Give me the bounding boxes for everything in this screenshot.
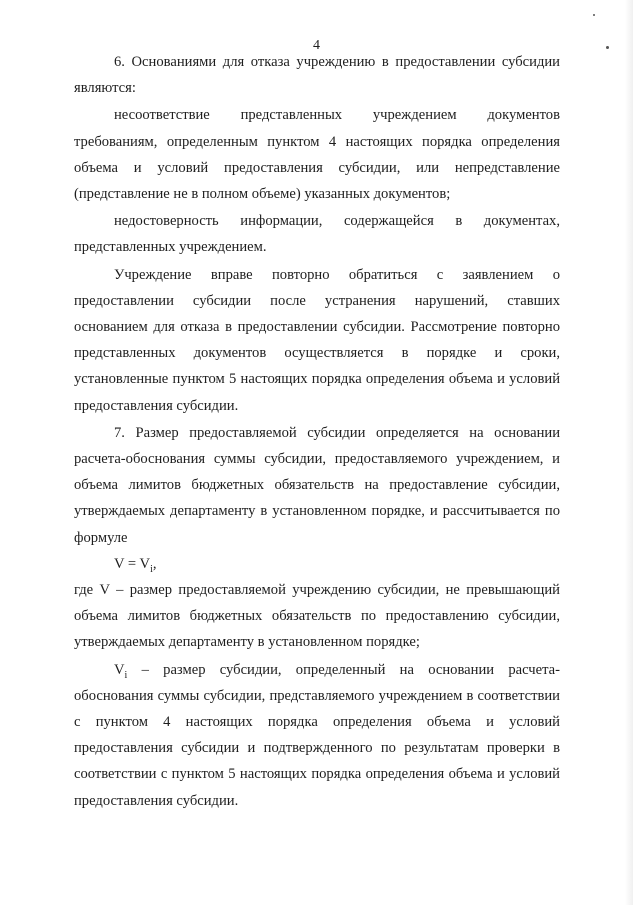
- page-number: 4: [313, 38, 320, 53]
- paragraph-nonconformity: несоответствие представленных учреждением документов требованиям, определенным пунктом 4 настоящих порядка определения объема и условий предоставления субсидии, или непредставление (представление не в полном объеме) указанных документов;: [74, 107, 560, 203]
- vi-definition-text: – размер субсидии, определенный на основании расчета-обоснования суммы субсидии, представляемого учреждением в соответствии с пунктом 4 настоящих порядка определения объема и условий предоставления субсидии и подтвержденного по результатам проверки в соответствии с пунктом 5 настоящих порядка определения объема и условий предоставления субсидии.: [74, 661, 560, 809]
- formula-tail: ,: [152, 555, 157, 572]
- page-edge-shadow: [625, 0, 633, 905]
- paragraph-vi-definition: [74, 657, 560, 814]
- formula-subscript: i: [150, 563, 153, 575]
- formula-lhs: V = V: [114, 555, 151, 572]
- paragraph-reapply: Учреждение вправе повторно обратиться с заявлением о предоставлении субсидии после устранения нарушений, ставших основанием для отказа в предоставлении субсидии. Рассмотрение повторно представленных документов осуществляется в порядке и сроки, установленные пунктом 5 настоящих порядка определения объема и условий предоставления субсидии.: [74, 266, 560, 414]
- vi-symbol: V: [114, 661, 125, 678]
- vi-subscript: i: [124, 669, 128, 681]
- paragraph-unreliability: недостоверность информации, содержащейся в документах, представленных учреждением.: [74, 213, 560, 256]
- paragraph-item-7: 7. Размер предоставляемой субсидии определяется на основании расчета-обоснования суммы субсидии, предоставляемого учреждением, и объема лимитов бюджетных обязательств на предоставление субсидии, утверждаемых департаменту в установленном порядке, и рассчитывается по формуле: [74, 424, 560, 546]
- paragraph-item-6: 6. Основаниями для отказа учреждению в предоставлении субсидии являются:: [74, 54, 560, 97]
- paragraph-v-definition: где V – размер предоставляемой учреждению субсидии, не превышающий объема лимитов бюджетных обязательств по предоставлению субсидии, утверждаемых департаменту в установленном порядке;: [74, 582, 560, 651]
- scan-speck: [593, 14, 595, 16]
- document-body: [74, 49, 560, 814]
- formula: [74, 551, 560, 577]
